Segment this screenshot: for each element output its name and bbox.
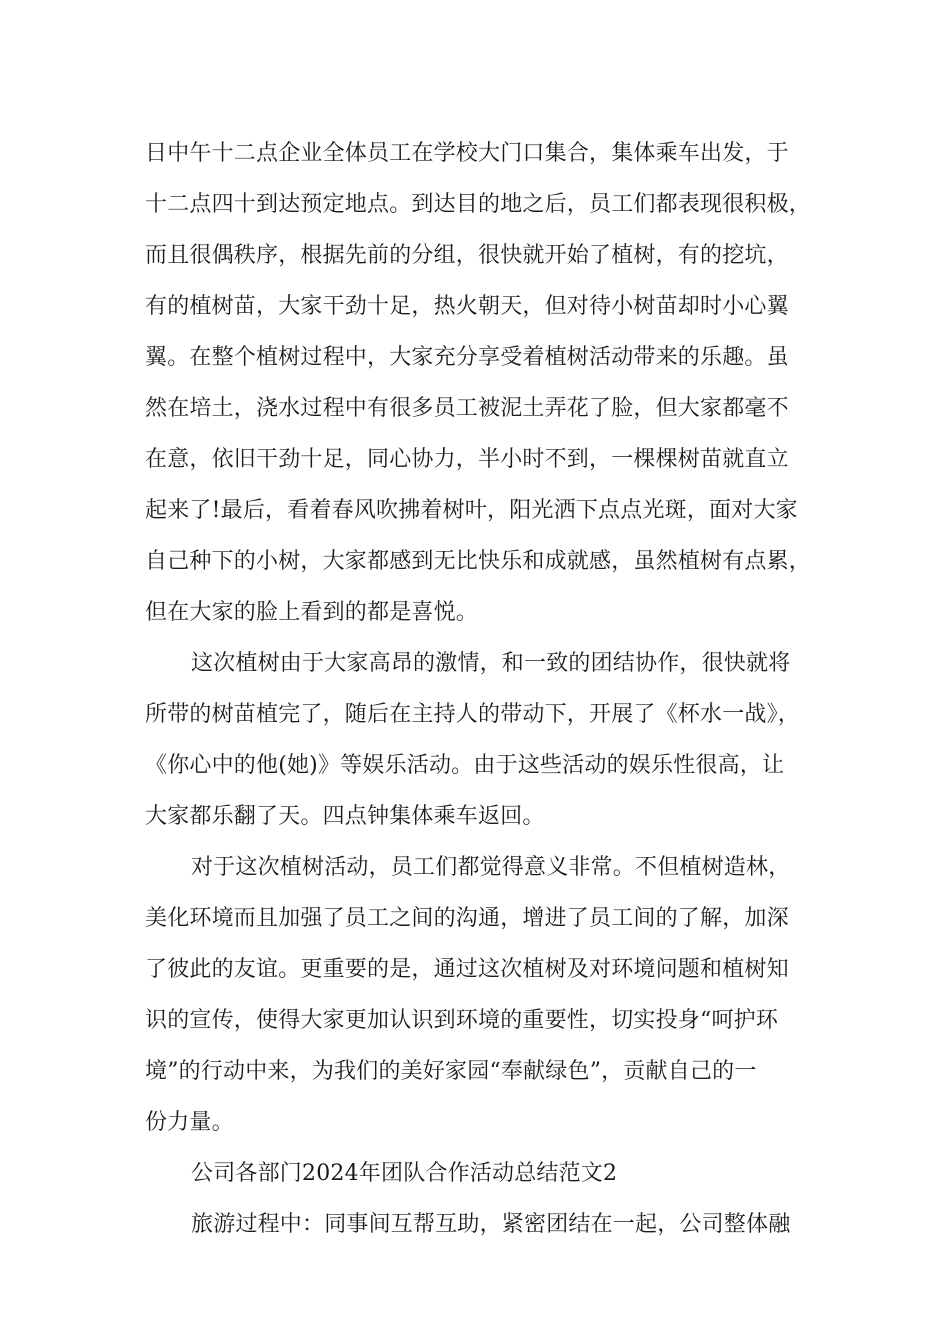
- text-line: 有的植树苗，大家干劲十足，热火朝天，但对待小树苗却时小心翼: [145, 294, 789, 319]
- text-line: 了彼此的友谊。更重要的是，通过这次植树及对环境问题和植树知: [145, 957, 789, 982]
- text-line: 美化环境而且加强了员工之间的沟通，增进了员工间的了解，加深: [145, 906, 789, 931]
- text-line: 自己种下的小树，大家都感到无比快乐和成就感，虽然植树有点累，: [145, 549, 812, 574]
- text-line: 在意，依旧干劲十足，同心协力，半小时不到，一棵棵树苗就直立: [145, 447, 789, 472]
- paragraph-start-line: 对于这次植树活动，员工们都觉得意义非常。不但植树造林，: [191, 855, 791, 880]
- text-line: 但在大家的脸上看到的都是喜悦。: [145, 600, 479, 625]
- text-line: 大家都乐翻了天。四点钟集体乘车返回。: [145, 804, 545, 829]
- text-line: 境”的行动中来，为我们的美好家园“奉献绿色”，贡献自己的一: [145, 1059, 757, 1084]
- paragraph-start-line: 旅游过程中：同事间互帮互助，紧密团结在一起，公司整体融: [191, 1212, 791, 1237]
- document-body: [145, 128, 825, 1250]
- text-line: 十二点四十到达预定地点。到达目的地之后，员工们都表现很积极，: [145, 192, 812, 217]
- text-line: 而且很偶秩序，根据先前的分组，很快就开始了植树，有的挖坑，: [145, 243, 789, 268]
- section-heading: 公司各部门2024年团队合作活动总结范文2: [191, 1161, 618, 1186]
- text-line: 《你心中的他(她)》等娱乐活动。由于这些活动的娱乐性很高，让: [145, 753, 785, 778]
- text-line: 翼。在整个植树过程中，大家充分享受着植树活动带来的乐趣。虽: [145, 345, 789, 370]
- text-line: 识的宣传，使得大家更加认识到环境的重要性，切实投身“呵护环: [145, 1008, 779, 1033]
- text-line: 日中午十二点企业全体员工在学校大门口集合，集体乘车出发，于: [145, 141, 789, 166]
- text-line: 所带的树苗植完了，随后在主持人的带动下，开展了《杯水一战》，: [145, 702, 801, 727]
- text-line: 份力量。: [145, 1110, 234, 1135]
- text-line: 起来了!最后，看着春风吹拂着树叶，阳光洒下点点光斑，面对大家: [145, 498, 798, 523]
- text-line: 然在培土，浇水过程中有很多员工被泥土弄花了脸，但大家都毫不: [145, 396, 789, 421]
- paragraph-start-line: 这次植树由于大家高昂的激情，和一致的团结协作，很快就将: [191, 651, 791, 676]
